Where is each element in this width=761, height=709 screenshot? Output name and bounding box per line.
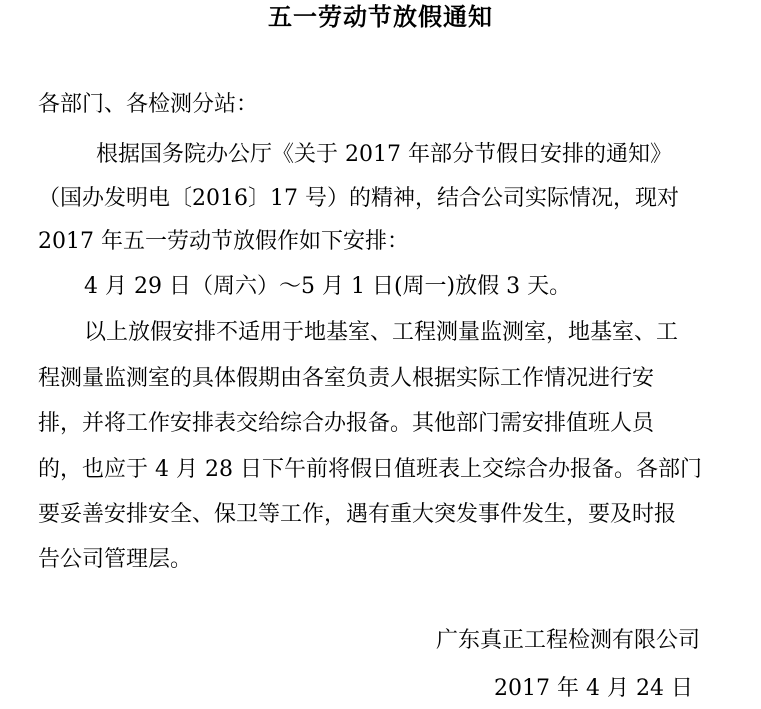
- paragraph-line: 程测量监测室的具体假期由各室负责人根据实际工作情况进行安: [38, 366, 655, 391]
- document-title: 五一劳动节放假通知: [268, 3, 493, 31]
- signature-date: 2017 年 4 月 24 日: [494, 676, 693, 701]
- paragraph-line: （国办发明电〔2016〕17 号）的精神，结合公司实际情况，现对: [38, 186, 679, 211]
- paragraph-line: 要妥善安排安全、保卫等工作，遇有重大突发事件发生，要及时报: [38, 502, 677, 527]
- paragraph-line: 排，并将工作安排表交给综合办报备。其他部门需安排值班人员: [38, 411, 655, 436]
- paragraph-line: 告公司管理层。: [38, 547, 193, 572]
- paragraph-line: 4 月 29 日（周六）～5 月 1 日(周一)放假 3 天。: [84, 274, 572, 299]
- paragraph-line: 2017 年五一劳动节放假作如下安排：: [38, 229, 409, 254]
- salutation: 各部门、各检测分站：: [38, 92, 259, 117]
- paragraph-line: 的，也应于 4 月 28 日下午前将假日值班表上交综合办报备。各部门: [38, 457, 702, 482]
- signature-company: 广东真正工程检测有限公司: [436, 628, 701, 653]
- paragraph-line: 根据国务院办公厅《关于 2017 年部分节假日安排的通知》: [96, 142, 672, 167]
- paragraph-line: 以上放假安排不适用于地基室、工程测量监测室，地基室、工: [84, 320, 679, 345]
